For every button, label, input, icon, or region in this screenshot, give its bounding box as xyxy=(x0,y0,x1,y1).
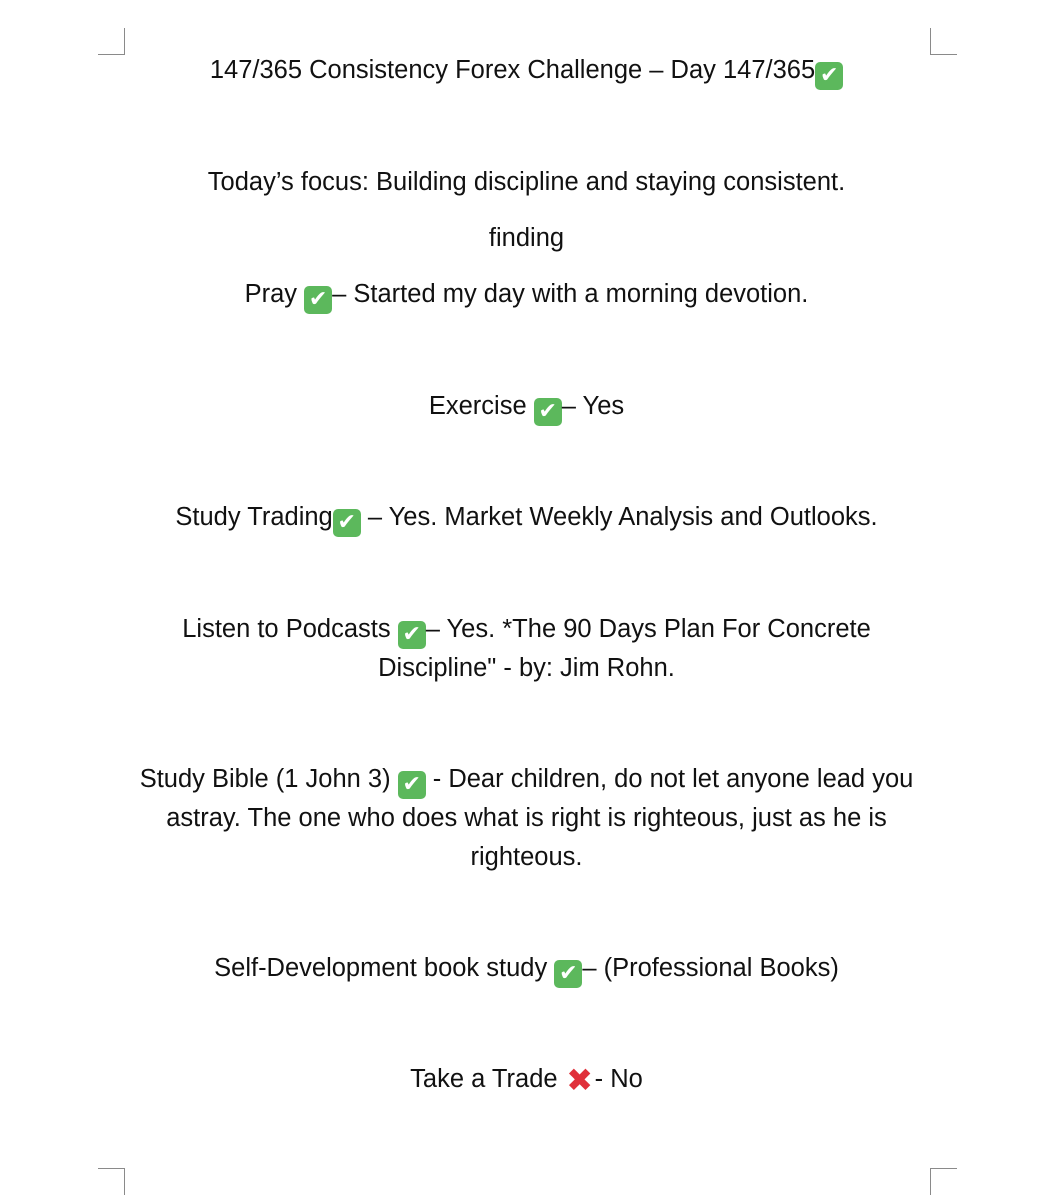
study-trading-line xyxy=(110,498,943,537)
take-trade-line xyxy=(110,1060,943,1099)
finding-line: finding xyxy=(488,224,565,252)
pray-detail: – Started my day with a morning devotion. xyxy=(332,280,809,308)
check-icon: ✔ xyxy=(398,621,426,649)
check-icon: ✔ xyxy=(815,62,843,90)
self-development-line xyxy=(110,949,943,988)
cross-icon: ✖ xyxy=(566,1061,594,1099)
self-development-detail: – (Professional Books) xyxy=(582,954,839,982)
check-icon: ✔ xyxy=(554,960,582,988)
study-trading-label: Study Trading xyxy=(175,503,333,531)
focus-line: Today’s focus: Building discipline and staying consistent. xyxy=(207,168,846,196)
pray-label: Pray xyxy=(244,280,305,308)
check-icon: ✔ xyxy=(534,398,562,426)
study-trading-detail: – Yes. Market Weekly Analysis and Outlooks. xyxy=(360,503,878,531)
exercise-line xyxy=(110,387,943,426)
bible-detail: - Dear children, do not let anyone lead you astray. The one who does what is right is righteous, just as he is righteous. xyxy=(166,765,914,871)
podcasts-line xyxy=(140,610,913,688)
title-text: 147/365 Consistency Forex Challenge – Day 147/365 xyxy=(209,56,816,84)
check-icon: ✔ xyxy=(398,771,426,799)
margin-corner-bottom-right xyxy=(930,1168,957,1195)
bible-label: Study Bible (1 John 3) xyxy=(139,765,398,793)
margin-corner-bottom-left xyxy=(98,1168,125,1195)
check-icon: ✔ xyxy=(304,286,332,314)
pray-line xyxy=(110,275,943,314)
podcasts-label: Listen to Podcasts xyxy=(182,615,398,643)
bible-line xyxy=(110,760,943,876)
take-trade-detail: - No xyxy=(594,1065,643,1093)
exercise-label: Exercise xyxy=(428,392,534,420)
document-title xyxy=(110,51,943,90)
take-trade-label: Take a Trade xyxy=(410,1065,565,1093)
podcasts-detail: – Yes. *The 90 Days Plan For Concrete Discipline" - by: Jim Rohn. xyxy=(378,615,871,682)
self-development-label: Self-Development book study xyxy=(214,954,555,982)
check-icon: ✔ xyxy=(333,509,361,537)
exercise-detail: – Yes xyxy=(561,392,625,420)
